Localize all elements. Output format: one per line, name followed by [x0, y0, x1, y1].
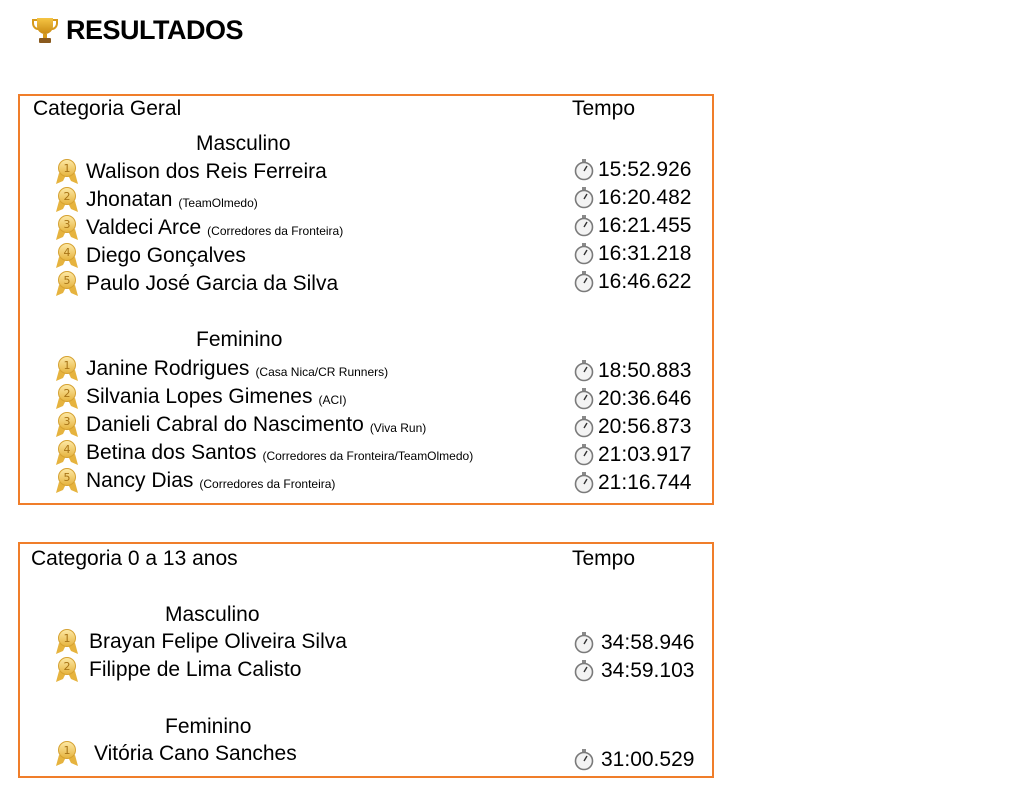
stopwatch-icon	[574, 472, 594, 494]
athlete-name: Danieli Cabral do Nascimento	[86, 413, 364, 436]
svg-text:4: 4	[63, 246, 71, 259]
finish-time: 34:58.946	[601, 631, 695, 654]
group-label-masculino: Masculino	[165, 603, 260, 626]
result-row	[56, 439, 473, 467]
finish-time: 31:00.529	[601, 748, 695, 771]
stopwatch-icon	[574, 444, 594, 466]
time-cell	[574, 629, 694, 657]
medal-4-icon	[56, 243, 78, 269]
stopwatch-icon	[574, 187, 594, 209]
athlete-name: Jhonatan	[86, 188, 173, 211]
group-label-masculino: Masculino	[196, 132, 291, 155]
time-cell	[574, 212, 691, 240]
trophy-icon	[32, 15, 58, 45]
medal-3-icon	[56, 412, 78, 438]
svg-text:1: 1	[63, 359, 71, 372]
stopwatch-icon	[574, 388, 594, 410]
time-cell	[574, 156, 691, 184]
stopwatch-icon	[574, 271, 594, 293]
athlete-team: (Corredores da Fronteira)	[207, 224, 344, 238]
result-row	[56, 355, 388, 383]
athlete-name: Paulo José Garcia da Silva	[86, 272, 339, 295]
finish-time: 16:20.482	[598, 186, 692, 209]
finish-time: 21:16.744	[598, 471, 692, 494]
category-header: Categoria Geral	[33, 97, 182, 120]
result-row	[56, 158, 333, 186]
time-column-header: Tempo	[572, 547, 636, 570]
finish-time: 16:46.622	[598, 270, 692, 293]
athlete-team: (Viva Run)	[369, 421, 427, 435]
group-label-feminino: Feminino	[196, 328, 283, 351]
time-cell	[574, 385, 691, 413]
result-row	[56, 186, 258, 214]
time-column-header: Tempo	[572, 97, 636, 120]
medal-2-icon	[56, 187, 78, 213]
svg-text:2: 2	[63, 190, 71, 203]
stopwatch-icon	[574, 632, 594, 654]
medal-2-icon	[56, 384, 78, 410]
athlete-name: Vitória Cano Sanches	[94, 742, 297, 765]
svg-text:1: 1	[63, 632, 71, 645]
result-row	[56, 656, 301, 684]
svg-text:5: 5	[63, 471, 71, 484]
result-row	[56, 467, 335, 495]
result-row	[56, 383, 346, 411]
time-cell	[574, 357, 691, 385]
svg-text:1: 1	[63, 162, 71, 175]
svg-text:1: 1	[63, 744, 71, 757]
result-row	[56, 270, 344, 298]
svg-text:2: 2	[63, 660, 71, 673]
finish-time: 20:36.646	[598, 387, 692, 410]
time-cell	[574, 184, 691, 212]
medal-1-icon	[56, 629, 78, 655]
finish-time: 16:21.455	[598, 214, 692, 237]
athlete-name: Valdeci Arce	[86, 216, 202, 239]
athlete-name: Brayan Felipe Oliveira Silva	[89, 630, 347, 653]
medal-5-icon	[56, 468, 78, 494]
athlete-name: Nancy Dias	[86, 469, 194, 492]
medal-1-icon	[56, 159, 78, 185]
athlete-team: (Casa Nica/CR Runners)	[255, 365, 389, 379]
medal-1-icon	[56, 356, 78, 382]
result-row	[56, 242, 252, 270]
svg-text:3: 3	[63, 415, 71, 428]
medal-4-icon	[56, 440, 78, 466]
category-header: Categoria 0 a 13 anos	[31, 547, 238, 570]
result-row	[56, 628, 347, 656]
athlete-team: (ACI)	[318, 393, 347, 407]
finish-time: 16:31.218	[598, 242, 692, 265]
time-cell	[574, 441, 691, 469]
medal-2-icon	[56, 657, 78, 683]
finish-time: 20:56.873	[598, 415, 692, 438]
finish-time: 34:59.103	[601, 659, 695, 682]
athlete-team: (TeamOlmedo)	[178, 196, 258, 210]
svg-text:5: 5	[63, 274, 71, 287]
medal-5-icon	[56, 271, 78, 297]
result-row	[56, 411, 426, 439]
finish-time: 15:52.926	[598, 158, 692, 181]
stopwatch-icon	[574, 660, 594, 682]
athlete-team: (Corredores da Fronteira/TeamOlmedo)	[262, 449, 474, 463]
finish-time: 21:03.917	[598, 443, 692, 466]
stopwatch-icon	[574, 416, 594, 438]
athlete-name: Betina dos Santos	[86, 441, 257, 464]
stopwatch-icon	[574, 360, 594, 382]
svg-text:2: 2	[63, 387, 71, 400]
medal-3-icon	[56, 215, 78, 241]
svg-text:4: 4	[63, 443, 71, 456]
stopwatch-icon	[574, 749, 594, 771]
finish-time: 18:50.883	[598, 359, 692, 382]
group-label-feminino: Feminino	[165, 715, 252, 738]
time-cell	[574, 746, 694, 774]
time-cell	[574, 240, 691, 268]
stopwatch-icon	[574, 159, 594, 181]
time-cell	[574, 268, 691, 296]
result-row	[56, 740, 297, 768]
athlete-name: Filippe de Lima Calisto	[89, 658, 302, 681]
time-cell	[574, 413, 691, 441]
page-header	[32, 12, 243, 48]
athlete-name: Silvania Lopes Gimenes	[86, 385, 313, 408]
page-title: RESULTADOS	[66, 14, 243, 45]
result-row	[56, 214, 343, 242]
time-cell	[574, 469, 691, 497]
athlete-name: Walison dos Reis Ferreira	[86, 160, 327, 183]
stopwatch-icon	[574, 243, 594, 265]
time-cell	[574, 657, 694, 685]
athlete-team: (Corredores da Fronteira)	[199, 477, 336, 491]
athlete-name: Janine Rodrigues	[86, 357, 250, 380]
athlete-name: Diego Gonçalves	[86, 244, 246, 267]
stopwatch-icon	[574, 215, 594, 237]
medal-1-icon	[56, 741, 78, 767]
svg-text:3: 3	[63, 218, 71, 231]
